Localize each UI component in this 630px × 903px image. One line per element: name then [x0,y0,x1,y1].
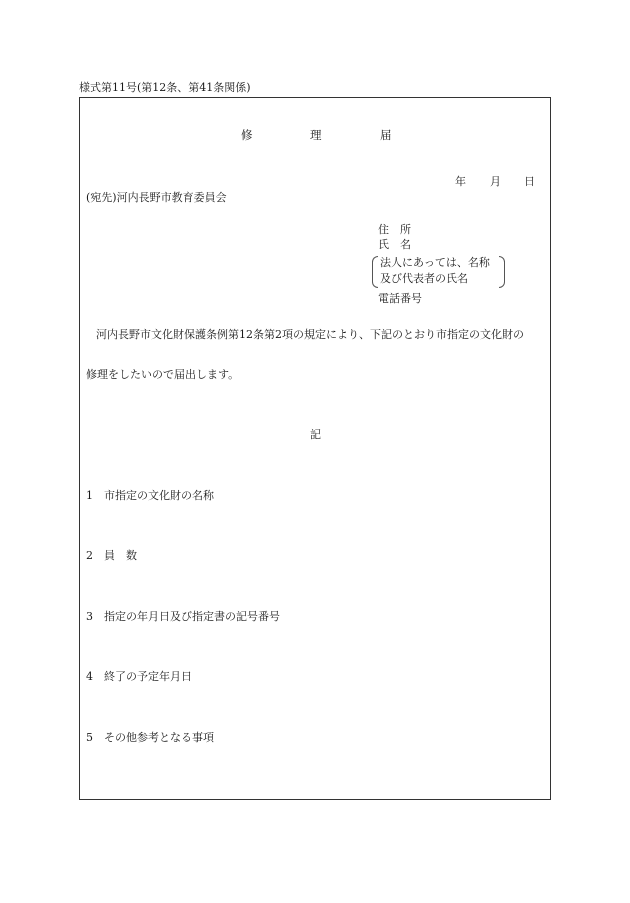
item-label: 員 数 [104,549,137,562]
bracket-left [372,256,378,288]
item-number: 4 [86,670,93,683]
list-item [86,490,214,501]
phone-label: 電話番号 [378,292,422,305]
corporate-note-line2: 及び代表者の氏名 [380,272,468,285]
item-label: 終了の予定年月日 [104,670,192,683]
item-label: 市指定の文化財の名称 [104,489,214,502]
item-number: 3 [86,610,93,623]
bracket-right [499,256,505,288]
item-number: 5 [86,731,93,744]
list-item [86,671,192,682]
ki-heading: 記 [310,428,321,441]
title-char-3: 届 [380,128,392,142]
title-char-2: 理 [310,128,322,142]
list-item [86,732,214,743]
date-month: 月 [490,175,501,188]
corporate-note-line1: 法人にあっては、名称 [380,256,490,269]
name-label: 氏 名 [378,238,411,251]
item-number: 1 [86,489,93,502]
list-item [86,550,137,561]
address-label: 住 所 [378,223,411,236]
title-char-1: 修 [241,128,253,142]
form-number-label: 様式第11号(第12条、第41条関係) [79,81,251,94]
date-year: 年 [455,175,466,188]
item-number: 2 [86,549,93,562]
body-text-line1: 河内長野市文化財保護条例第12条第2項の規定により、下記のとおり市指定の文化財の [96,328,524,341]
list-item [86,611,280,622]
body-text-line2: 修理をしたいので届出します。 [86,368,240,381]
item-label: その他参考となる事項 [104,731,214,744]
addressee: (宛先)河内長野市教育委員会 [86,191,227,204]
item-label: 指定の年月日及び指定書の記号番号 [104,610,280,623]
date-day: 日 [524,175,535,188]
